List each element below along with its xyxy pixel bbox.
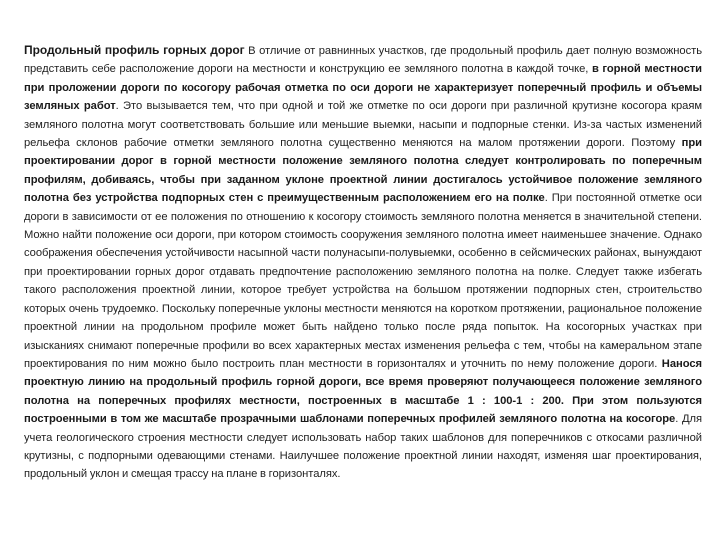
emphasis-run: при проектировании дорог в горной местности положение земляного полотна следует контролировать по поперечным профилям, добиваясь, чтобы при заданном уклоне проектной линии достигалось устойчивое положение земляного полотна без устройства подпорных стен с преимущественным расположением его на полке xyxy=(24,137,702,205)
emphasis-run: в горной местности при проложении дороги по косогору рабочая отметка по оси дороги не характеризует поперечный профиль и объемы земляных работ xyxy=(24,63,702,113)
text-run: В отличие от равнинных участков, где продольный профиль дает полную возможность представить себе расположение дороги на местности и конструкцию ее земляного полотна в каждой точке, xyxy=(24,45,702,76)
text-run: . Для учета геологического строения местности следует использовать набор таких шаблонов для поперечников с откосами различной крутизны, с подпорными одевающими стенами. Наилучшее положение проектной линии находят, изменяя шаг проектирования, продольный уклон и смещая трассу на плане в горизонталях. xyxy=(24,413,702,481)
emphasis-run: Нанося проектную линию на продольный профиль горной дороги, все время проверяют получающееся положение земляного полотна на поперечных профилях местности, построенных в масштабе 1 : 100-1 : 200. При этом пользуются построенными в том же масштабе прозрачными шаблонами поперечных профилей земляного полотна на косогоре xyxy=(24,357,702,426)
section-title: Продольный профиль горных дорог xyxy=(24,43,245,57)
text-run: . Это вызывается тем, что при одной и той же отметке по оси дороги при различной крутизне косогора краям земляного полотна могут соответствовать большие или меньшие выемки, насыпи и подпорные стенки. Из-за частых изменений рельефа склонов рабочие отметки земляного полотна существенно меняются на малом протяжении дороги. Поэтому xyxy=(24,100,702,150)
body-paragraph xyxy=(24,41,702,484)
text-run: . При постоянной отметке оси дороги в зависимости от ее положения по отношению к косогору стоимость земляного полотна меняется в значительной степени. Можно найти положение оси дороги, при котором стоимость сооружения земляного полотна имеет наименьшее значение. Однако соображения обеспечения устойчивости насыпной части полунасыпи-полувыемки, особенно в сейсмических районах, вынуждают при проектировании горных дорог отдавать предпочтение расположению земляного полотна на полке. Следует также избегать такого расположения проектной линии, которое требует устройства на большом протяжении подпорных стен, строительство которых очень трудоемко. Поскольку поперечные уклоны местности меняются на коротком протяжении, рациональное положение проектной линии на продольном профиле может быть найдено только после ряда попыток. На косогорных участках при изысканиях снимают поперечные профили во всех характерных местах изменения рельефа с тем, чтобы на камеральном этапе проектирования по ним можно было построить план местности в горизонталях и уточнить по нему положение дороги. xyxy=(24,192,702,370)
